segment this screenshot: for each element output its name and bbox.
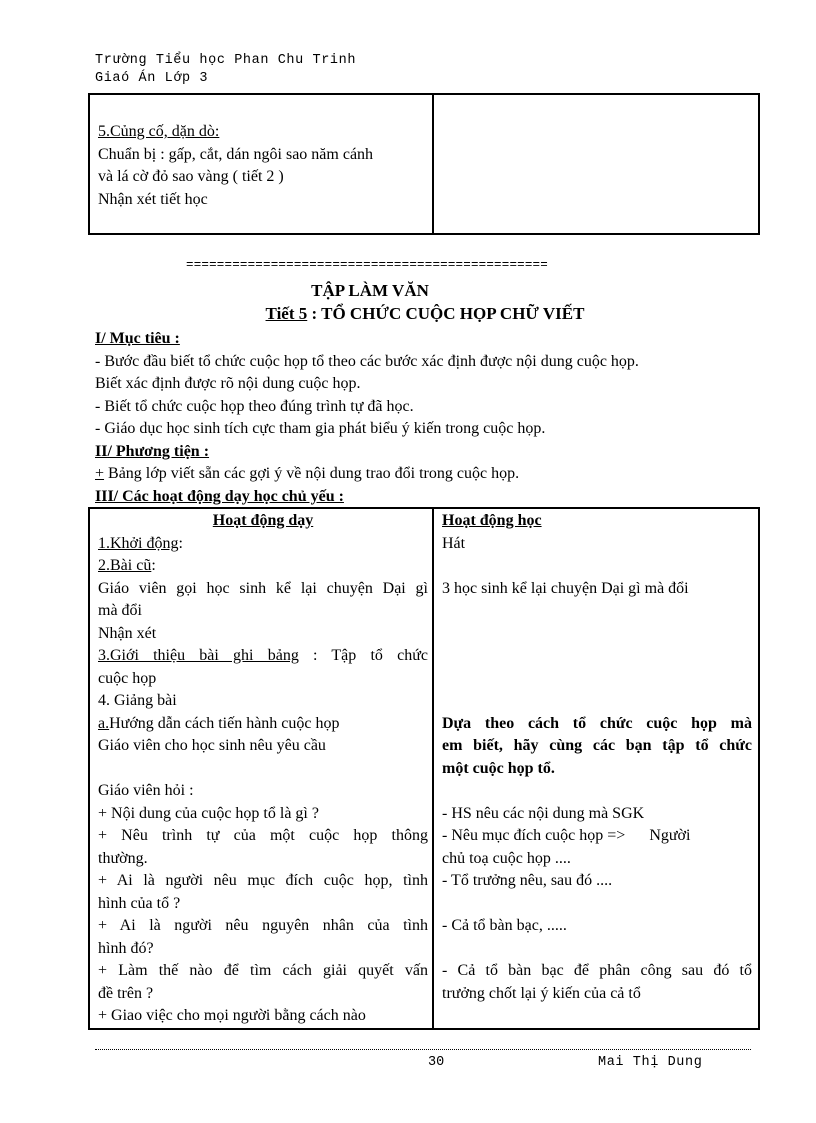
page-number: 30 [428,1055,445,1070]
learning-column [433,508,759,1029]
lesson-name: : TỔ CHỨC CUỘC HỌP CHỮ VIẾT [307,304,585,323]
objective-item: - Bước đầu biết tổ chức cuộc họp tổ theo các bước xác định được nội dung cuộc họp. [95,352,639,370]
question-line: + Ai là người nêu mục đích cuộc họp, tình [98,872,428,889]
objectives-heading: I/ Mục tiêu : [95,330,180,347]
learner-bold-line: một cuộc họp tổ. [442,759,555,777]
answer-line: - Cả tổ bàn bạc để phân công sau đó tổ [442,962,752,979]
step-a-rest: Hướng dẫn cách tiến hành cuộc họp [109,714,340,732]
step-warmup-label: 1.Khởi động [98,534,179,552]
top-table [88,93,760,235]
teacher-line: Giáo viên gọi học sinh kể lại chuyện Dại gì [98,579,428,597]
wrapup-heading: 5.Củng cố, dặn dò: [98,123,220,140]
spacer [442,938,752,961]
objective-item: - Giáo dục học sinh tích cực tham gia phát biểu ý kiến trong cuộc họp. [95,420,546,437]
question-line: + Nêu trình tự của một cuộc họp thông [98,827,428,844]
wrapup-line-2: và lá cờ đỏ sao vàng ( tiết 2 ) [98,168,284,185]
teacher-line: mà đổi [98,602,142,619]
subject-title: TẬP LÀM VĂN [311,281,429,300]
question-line: thường. [98,849,148,867]
spacer [442,645,752,668]
answer-line: - Nêu mục đích cuộc họp => Người [442,827,691,844]
step-intro-label: 3.Giới thiệu bài ghi bảng [98,647,299,664]
question-line: đề trên ? [98,984,154,1002]
teaching-column [89,508,433,1029]
teacher-line: Giáo viên cho học sinh nêu yêu cầu [98,737,326,754]
answer-line: chủ toạ cuộc họp .... [442,849,571,867]
means-plus: + [95,465,105,482]
spacer [442,555,752,578]
teacher-line: Nhận xét [98,624,157,642]
separator-line: =============================================== [186,258,548,272]
answer-line: trưởng chốt lại ý kiến của cả tổ [442,984,641,1002]
spacer [442,600,752,623]
step-intro [98,645,428,668]
question-line: hình của tổ ? [98,894,181,912]
step-a [98,713,428,736]
footer-divider [95,1049,751,1050]
spacer [442,623,752,646]
step-teaching: 4. Giảng bài [98,692,177,709]
spacer [442,690,752,713]
teacher-line: Giáo viên hỏi : [98,782,194,799]
activities-table [88,507,760,1030]
school-name: Trường Tiểu học Phan Chu Trinh [95,53,357,68]
top-table-left-cell [89,94,433,234]
learner-line: 3 học sinh kể lại chuyện Dại gì mà đổi [442,579,689,597]
spacer [442,893,752,916]
spacer [98,758,428,781]
step-intro-rest: : Tập tổ chức [298,647,428,664]
step-old-lesson-colon: : [151,557,156,574]
question-line: + Nội dung của cuộc họp tổ là gì ? [98,804,319,822]
answer-line: - HS nêu các nội dung mà SGK [442,804,645,822]
means-heading: II/ Phương tiện : [95,442,210,460]
top-table-right-cell [433,94,759,234]
step-warmup-colon: : [178,534,183,552]
teacher-line: cuộc họp [98,669,157,687]
question-line: + Ai là người nêu nguyên nhân của tình [98,917,428,934]
spacer [442,780,752,803]
means-text: Bảng lớp viết sẵn các gợi ý về nội dung trao đổi trong cuộc họp. [104,465,520,482]
wrapup-line-3: Nhận xét tiết học [98,190,208,208]
answer-line: - Tổ trưởng nêu, sau đó .... [442,872,613,889]
means-item [95,463,755,486]
step-old-lesson-label: 2.Bài cũ [98,557,152,574]
objective-item: Biết xác định được rõ nội dung cuộc họp. [95,375,361,392]
grade-label: Giaó Án Lớp 3 [95,71,209,86]
objective-item: - Biết tổ chức cuộc họp theo đúng trình tự đã học. [95,397,414,415]
author-name: Mai Thị Dung [598,1055,703,1070]
question-line: + Làm thế nào để tìm cách giải quyết vấn [98,962,428,979]
learner-bold-line: Dựa theo cách tổ chức cuộc họp mà [442,714,752,732]
teaching-column-header: Hoạt động dạy [212,512,314,529]
activities-heading: III/ Các hoạt động dạy học chủ yếu : [95,487,344,505]
step-old-lesson [98,555,428,578]
question-line: + Giao việc cho mọi người bằng cách nào [98,1007,366,1024]
lesson-label: Tiết 5 [265,304,308,323]
step-warmup [98,533,428,556]
objectives-section [95,328,755,508]
question-line: hình đó? [98,939,154,957]
wrapup-line-1: Chuẩn bị : gấp, cắt, dán ngôi sao năm cánh [98,145,374,163]
step-a-label: a. [98,714,110,732]
spacer [442,668,752,691]
answer-line: - Cả tổ bàn bạc, ..... [442,917,567,934]
learner-line: Hát [442,534,466,552]
lesson-title [0,304,816,324]
learning-column-header: Hoạt động học [442,512,542,529]
learner-bold-line: em biết, hãy cùng các bạn tập tổ chức [442,737,752,754]
